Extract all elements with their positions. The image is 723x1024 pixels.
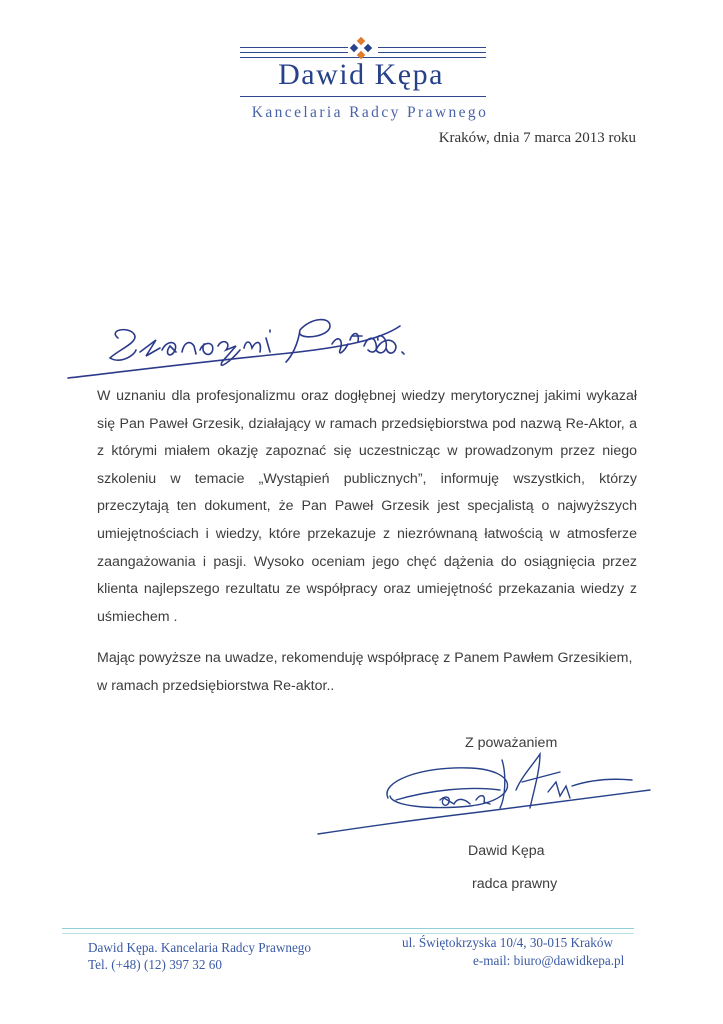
footer-divider-top xyxy=(62,928,634,929)
letter-body xyxy=(97,383,637,701)
closing-phrase: Z poważaniem xyxy=(465,735,558,751)
footer-firm-name: Dawid Kępa. Kancelaria Radcy Prawnego xyxy=(88,940,311,955)
handwritten-salutation xyxy=(68,320,404,378)
footer-email: e-mail: biuro@dawidkepa.pl xyxy=(473,953,625,968)
letterhead-subtitle: Kancelaria Radcy Prawnego xyxy=(251,104,489,121)
letterhead-name: Dawid Kępa xyxy=(278,58,444,91)
footer-address: ul. Świętokrzyska 10/4, 30-015 Kraków xyxy=(402,935,613,950)
footer-phone: Tel. (+48) (12) 397 32 60 xyxy=(88,957,222,972)
date-line: Kraków, dnia 7 marca 2013 roku xyxy=(438,130,636,146)
signer-name: Dawid Kępa xyxy=(468,843,545,859)
signer-title: radca prawny xyxy=(472,876,558,892)
body-paragraph-1: W uznaniu dla profesjonalizmu oraz dogłębnej wiedzy merytorycznej jakimi wykazał się Pan Paweł Grzesik, działający w ramach przedsiębiorstwa pod nazwą Re-Aktor, a z którymi miałem okazję zapoznać się uczestnicząc w prowadzonym przez niego szkoleniu w temacie „Wystąpień publicznych”, informuję wszystkich, którzy przeczytają ten dokument, że Pan Paweł Grzesik jest specjalistą o najwyższych umiejętnościach i wiedzy, które przekazuje z niezrównaną łatwością w atmosferze zaangażowania i pasji. Wysoko oceniam jego chęć dążenia do osiągnięcia przez klienta najlepszego rezultatu ze współpracy oraz umiejętność przekazania wiedzy z uśmiechem . xyxy=(97,388,637,625)
footer-divider-bottom xyxy=(62,933,634,934)
handwritten-signature xyxy=(318,754,650,834)
body-paragraph-2: Mając powyższe na uwadze, rekomenduję współpracę z Panem Pawłem Grzesikiem, w ramach przedsiębiorstwa Re-aktor.. xyxy=(97,650,633,694)
